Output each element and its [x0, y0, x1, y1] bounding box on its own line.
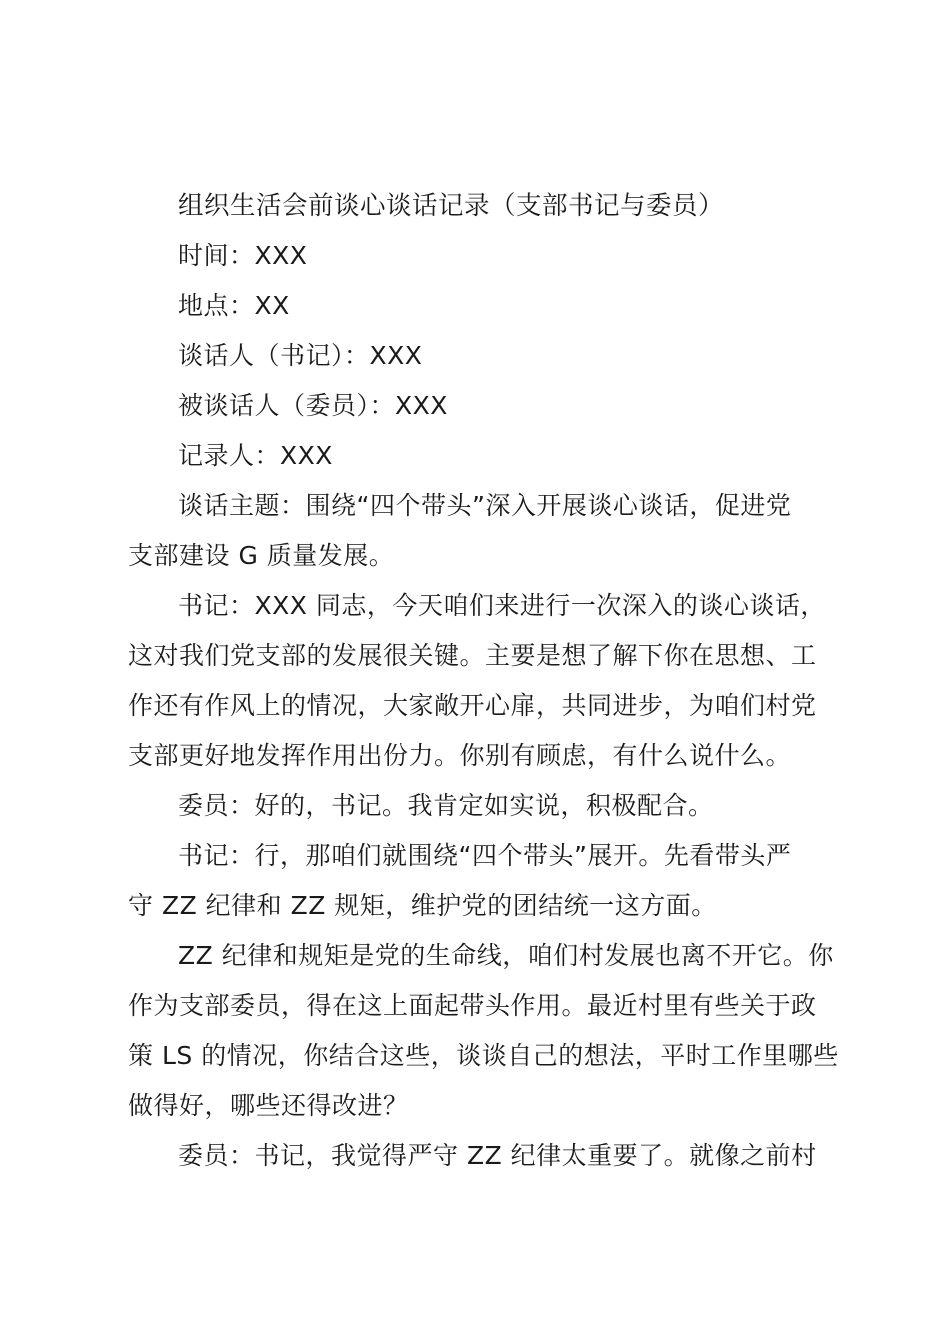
document-title: 组织生活会前谈心谈话记录（支部书记与委员）: [178, 191, 725, 221]
text-line: ZZ 纪律和规矩是党的生命线，咱们村发展也离不开它。你: [178, 941, 834, 970]
meta-speaker: 谈话人（书记）：XXX: [178, 341, 423, 370]
text-line: 谈话主题：围绕“四个带头”深入开展谈心谈话，促进党: [178, 491, 792, 520]
text-line: 委员：书记，我觉得严守 ZZ 纪律太重要了。就像之前村: [178, 1141, 817, 1170]
text-line: 作为支部委员，得在这上面起带头作用。最近村里有些关于政: [128, 991, 817, 1020]
text-line: 委员：好的，书记。我肯定如实说，积极配合。: [178, 791, 714, 820]
text-line: 作还有作风上的情况，大家敞开心扉，共同进步，为咱们村党: [128, 691, 817, 720]
text-line: 策 LS 的情况，你结合这些，谈谈自己的想法，平时工作里哪些: [128, 1041, 839, 1070]
text-line: 书记：行，那咱们就围绕“四个带头”展开。先看带头严: [178, 841, 792, 870]
meta-listener: 被谈话人（委员）：XXX: [178, 391, 448, 420]
text-line: 书记：XXX 同志，今天咱们来进行一次深入的谈心谈话，: [178, 591, 826, 620]
meta-time: 时间：XXX: [178, 241, 308, 270]
text-line: 这对我们党支部的发展很关键。主要是想了解下你在思想、工: [128, 641, 817, 670]
text-line: 做得好，哪些还得改进？: [128, 1091, 409, 1120]
document-body: [128, 181, 839, 1181]
meta-place: 地点：XX: [178, 291, 290, 320]
meta-recorder: 记录人：XXX: [178, 441, 333, 470]
text-line: 支部建设 G 质量发展。: [128, 541, 395, 570]
text-line: 守 ZZ 纪律和 ZZ 规矩，维护党的团结统一这方面。: [128, 891, 717, 920]
text-line: 支部更好地发挥作用出份力。你别有顾虑，有什么说什么。: [128, 741, 792, 770]
